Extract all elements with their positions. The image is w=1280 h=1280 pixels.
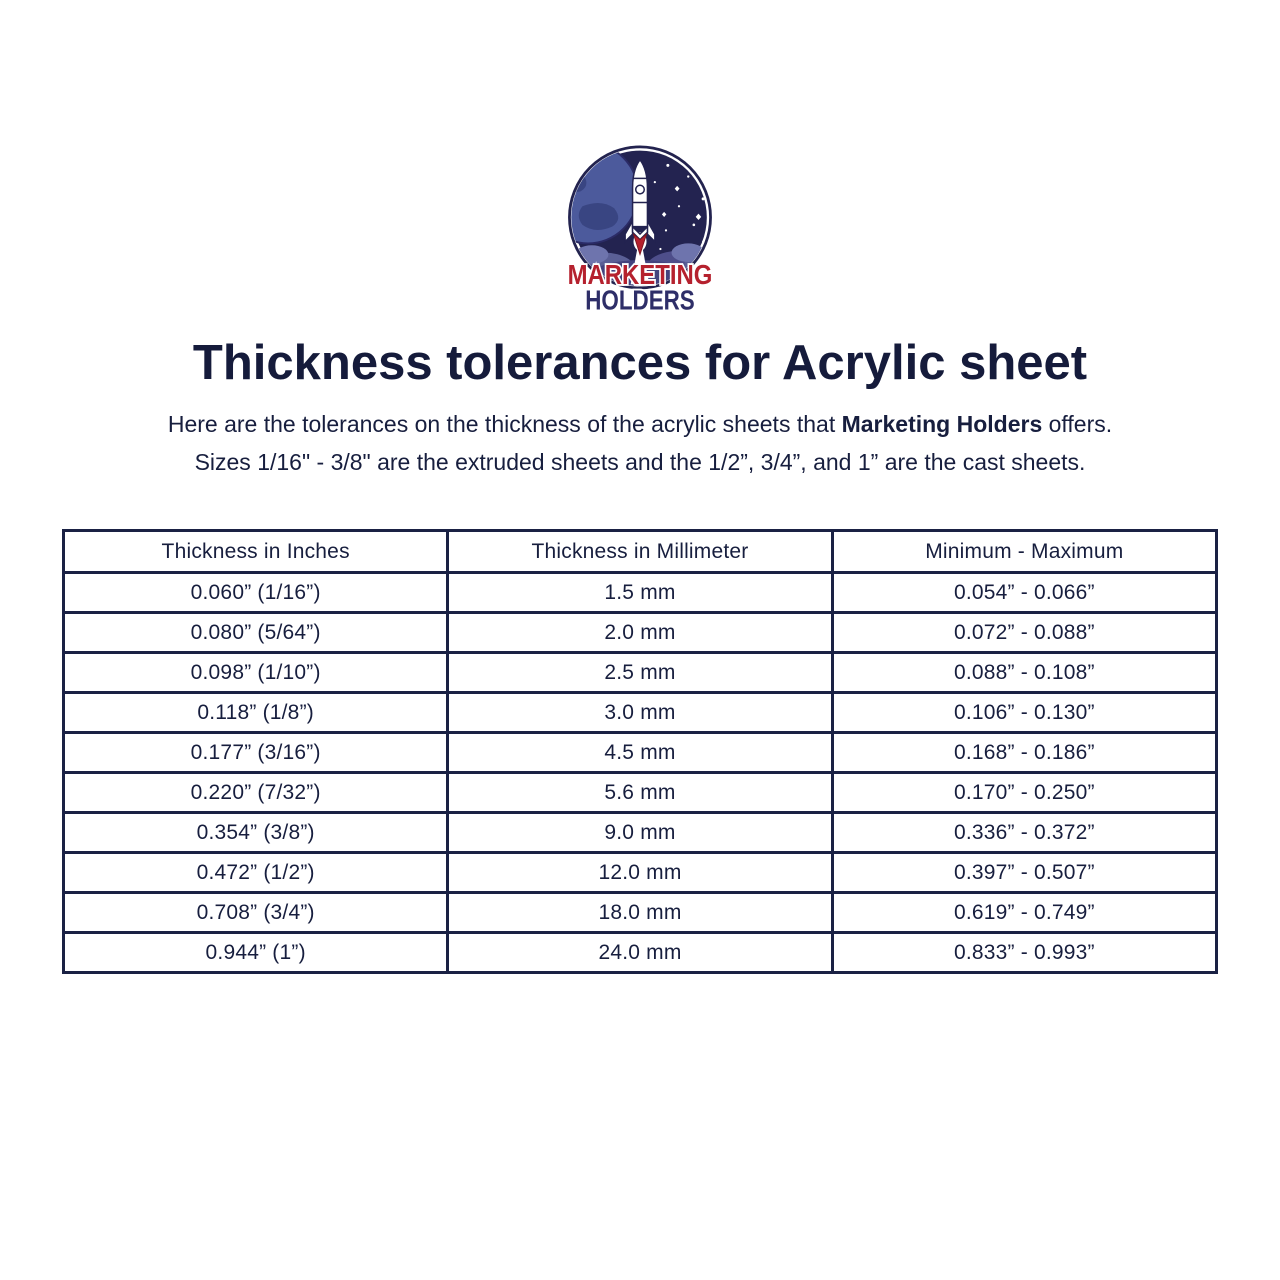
cell-thickness-millimeter: 5.6 mm bbox=[448, 773, 832, 813]
rocket-globe-logo-icon bbox=[547, 145, 733, 313]
cell-min-max: 0.397” - 0.507” bbox=[832, 853, 1216, 893]
cell-min-max: 0.170” - 0.250” bbox=[832, 773, 1216, 813]
cell-thickness-millimeter: 12.0 mm bbox=[448, 853, 832, 893]
table-row bbox=[64, 933, 1217, 973]
cell-min-max: 0.054” - 0.066” bbox=[832, 573, 1216, 613]
cell-thickness-millimeter: 9.0 mm bbox=[448, 813, 832, 853]
table-row bbox=[64, 773, 1217, 813]
cell-thickness-millimeter: 2.5 mm bbox=[448, 653, 832, 693]
cell-thickness-inches: 0.472” (1/2”) bbox=[64, 853, 448, 893]
marketing-holders-logo bbox=[547, 145, 733, 313]
table-row bbox=[64, 653, 1217, 693]
header-min-max: Minimum - Maximum bbox=[832, 531, 1216, 573]
cell-thickness-inches: 0.060” (1/16”) bbox=[64, 573, 448, 613]
tolerance-table-body bbox=[64, 573, 1217, 973]
logo-wordmark-holders: HOLDERS bbox=[585, 284, 695, 313]
table-row bbox=[64, 813, 1217, 853]
cell-thickness-inches: 0.944” (1”) bbox=[64, 933, 448, 973]
header-thickness-inches: Thickness in Inches bbox=[64, 531, 448, 573]
table-row bbox=[64, 853, 1217, 893]
cell-thickness-inches: 0.354” (3/8”) bbox=[64, 813, 448, 853]
logo-wordmark-marketing: MARKETING bbox=[567, 259, 713, 291]
table-row bbox=[64, 573, 1217, 613]
intro-line2: Sizes 1/16" - 3/8" are the extruded sheets and the 1/2”, 3/4”, and 1” are the cast sheets. bbox=[194, 449, 1086, 475]
cell-thickness-millimeter: 24.0 mm bbox=[448, 933, 832, 973]
intro-text bbox=[168, 405, 1112, 481]
intro-line1-suffix: offers. bbox=[1042, 411, 1113, 437]
cell-thickness-inches: 0.708” (3/4”) bbox=[64, 893, 448, 933]
cell-min-max: 0.072” - 0.088” bbox=[832, 613, 1216, 653]
cell-thickness-inches: 0.098” (1/10”) bbox=[64, 653, 448, 693]
cell-thickness-inches: 0.220” (7/32”) bbox=[64, 773, 448, 813]
cell-min-max: 0.106” - 0.130” bbox=[832, 693, 1216, 733]
cell-min-max: 0.088” - 0.108” bbox=[832, 653, 1216, 693]
cell-thickness-inches: 0.177” (3/16”) bbox=[64, 733, 448, 773]
table-row bbox=[64, 893, 1217, 933]
tolerance-table-head bbox=[64, 531, 1217, 573]
header-thickness-millimeter: Thickness in Millimeter bbox=[448, 531, 832, 573]
table-row bbox=[64, 613, 1217, 653]
table-row bbox=[64, 733, 1217, 773]
cell-thickness-inches: 0.080” (5/64”) bbox=[64, 613, 448, 653]
table-row bbox=[64, 693, 1217, 733]
cell-min-max: 0.833” - 0.993” bbox=[832, 933, 1216, 973]
cell-thickness-millimeter: 18.0 mm bbox=[448, 893, 832, 933]
cell-thickness-inches: 0.118” (1/8”) bbox=[64, 693, 448, 733]
intro-brand-name: Marketing Holders bbox=[841, 411, 1043, 437]
cell-min-max: 0.336” - 0.372” bbox=[832, 813, 1216, 853]
cell-min-max: 0.168” - 0.186” bbox=[832, 733, 1216, 773]
cell-thickness-millimeter: 1.5 mm bbox=[448, 573, 832, 613]
cell-thickness-millimeter: 2.0 mm bbox=[448, 613, 832, 653]
tolerance-table bbox=[62, 529, 1218, 974]
page-title: Thickness tolerances for Acrylic sheet bbox=[192, 336, 1088, 390]
intro-line1-prefix: Here are the tolerances on the thickness of the acrylic sheets that bbox=[167, 411, 842, 437]
cell-thickness-millimeter: 3.0 mm bbox=[448, 693, 832, 733]
cell-min-max: 0.619” - 0.749” bbox=[832, 893, 1216, 933]
header-row bbox=[64, 531, 1217, 573]
cell-thickness-millimeter: 4.5 mm bbox=[448, 733, 832, 773]
